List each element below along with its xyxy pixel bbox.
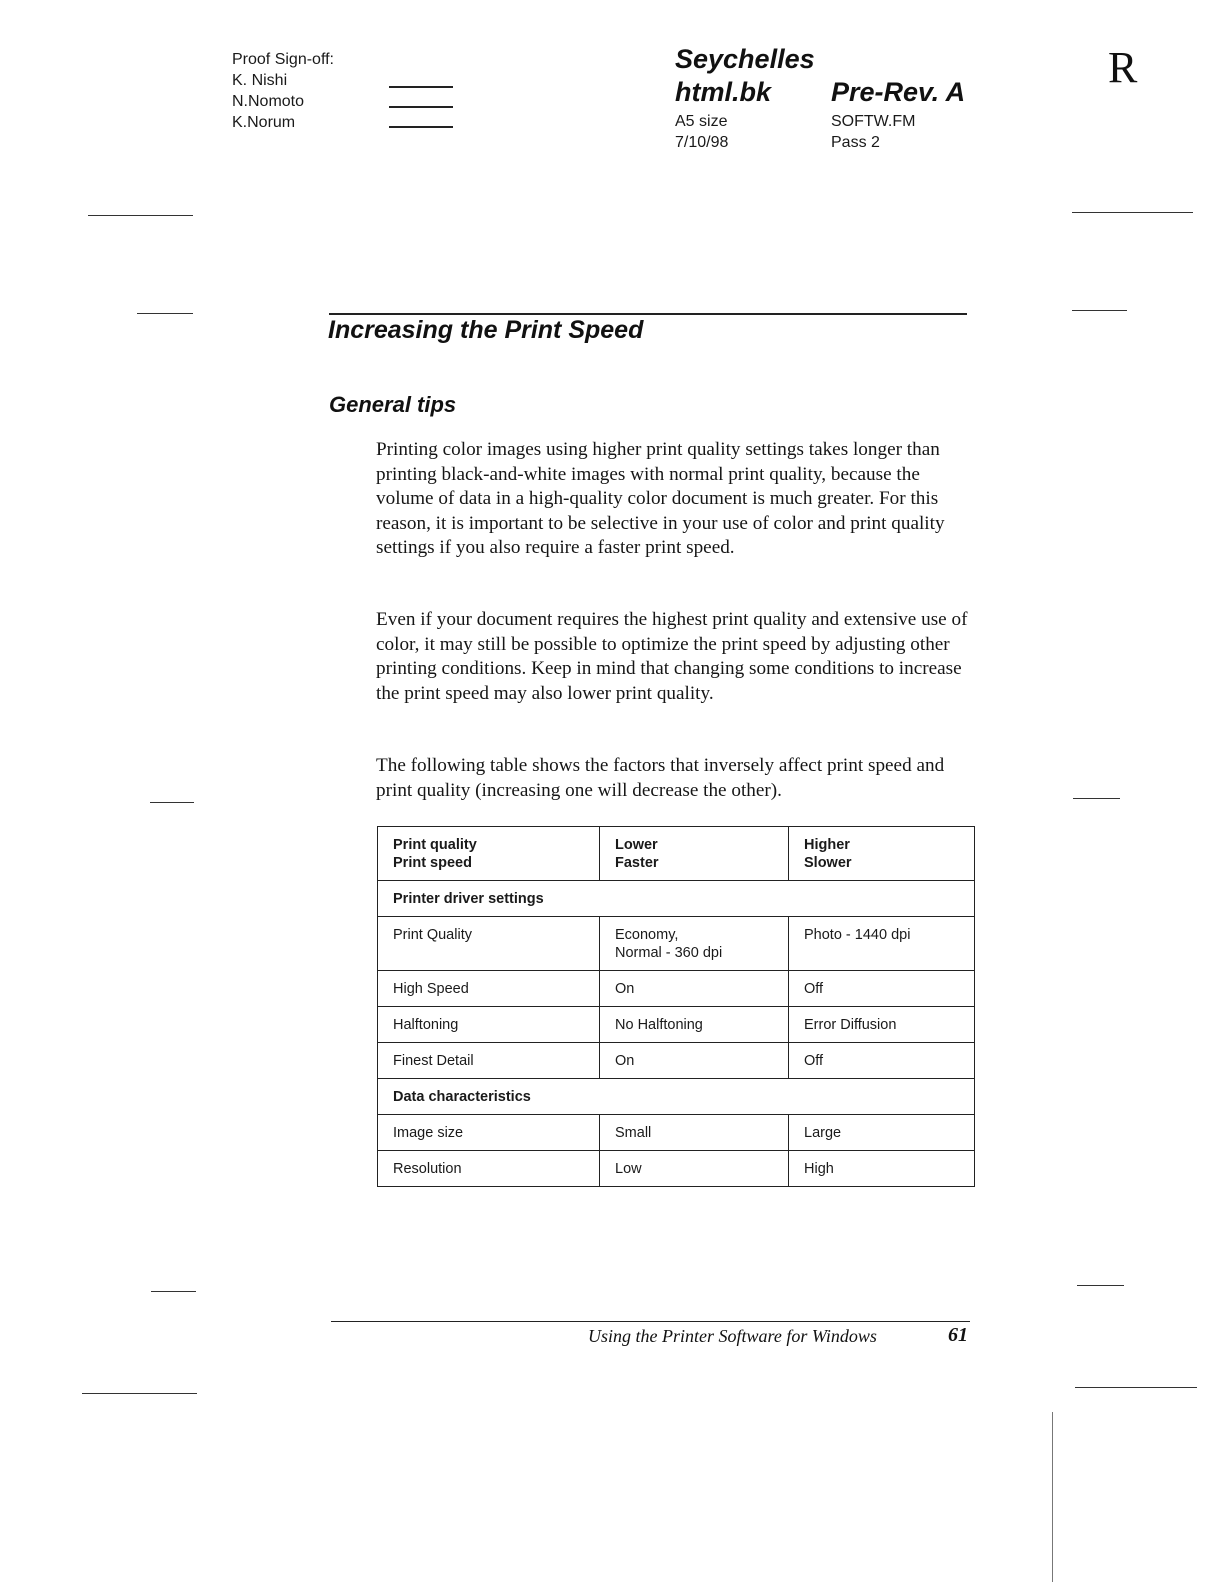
paragraph: Printing color images using higher print quality settings takes longer than printing black-and-white images with normal print quality, because the volume of data in a high-quality color document is much greater. For this reason, it is important to be selective in your use of color and print quality settings if you also require a faster print speed. bbox=[376, 439, 945, 559]
proof-date: 7/10/98 bbox=[675, 134, 729, 151]
section-subtitle: General tips bbox=[329, 392, 457, 417]
table-section-row bbox=[378, 1079, 975, 1115]
table-row bbox=[378, 1043, 975, 1079]
table-cell: Off bbox=[789, 1043, 975, 1079]
proof-signoff bbox=[232, 49, 334, 133]
table-cell: Economy, Normal - 360 dpi bbox=[600, 917, 789, 971]
crop-mark bbox=[82, 1393, 197, 1394]
table-row bbox=[378, 971, 975, 1007]
proof-label: Proof Sign-off: bbox=[232, 51, 334, 68]
footer-chapter: Using the Printer Software for Windows bbox=[588, 1326, 877, 1346]
table-row bbox=[378, 1115, 975, 1151]
crop-mark bbox=[1052, 1412, 1053, 1582]
crop-mark bbox=[1072, 310, 1127, 311]
table-cell: Low bbox=[600, 1151, 789, 1187]
table-section-row bbox=[378, 881, 975, 917]
signature-line bbox=[389, 126, 453, 128]
section-title: Increasing the Print Speed bbox=[328, 316, 644, 344]
signer-name: K. Nishi bbox=[232, 72, 288, 89]
table-cell: Halftoning bbox=[378, 1007, 600, 1043]
crop-mark bbox=[1072, 212, 1193, 213]
page-size: A5 size bbox=[675, 113, 728, 130]
table-cell: High Speed bbox=[378, 971, 600, 1007]
table-row bbox=[378, 1151, 975, 1187]
crop-mark bbox=[88, 215, 193, 216]
table-header-cell: Higher Slower bbox=[789, 827, 975, 881]
signature-line bbox=[389, 86, 453, 88]
corner-mark: R bbox=[1108, 43, 1138, 92]
book-title: Seychelles bbox=[675, 44, 815, 74]
signer-name: N.Nomoto bbox=[232, 93, 305, 110]
signer-name: K.Norum bbox=[232, 114, 296, 131]
speed-quality-table bbox=[377, 826, 975, 1187]
proof-pass: Pass 2 bbox=[831, 134, 880, 151]
signature-line bbox=[389, 106, 453, 108]
paragraph: Even if your document requires the highest print quality and extensive use of color, it may still be possible to optimize the print speed by adjusting other printing conditions. Keep in mind that changing some conditions to increase the print speed may also lower print quality. bbox=[376, 609, 968, 704]
crop-mark bbox=[1075, 1387, 1197, 1388]
crop-mark bbox=[1077, 1285, 1124, 1286]
table-cell: Photo - 1440 dpi bbox=[789, 917, 975, 971]
table-header-cell: Lower Faster bbox=[600, 827, 789, 881]
table-cell: No Halftoning bbox=[600, 1007, 789, 1043]
heading-rule bbox=[329, 313, 967, 315]
table-cell: Print Quality bbox=[378, 917, 600, 971]
table-section-label: Data characteristics bbox=[378, 1079, 975, 1115]
table-cell: Error Diffusion bbox=[789, 1007, 975, 1043]
revision-label: Pre-Rev. A bbox=[831, 77, 966, 107]
page-number: 61 bbox=[948, 1324, 968, 1346]
table-cell: Finest Detail bbox=[378, 1043, 600, 1079]
crop-mark bbox=[150, 802, 194, 803]
table-row bbox=[378, 917, 975, 971]
table-cell: High bbox=[789, 1151, 975, 1187]
table-cell: On bbox=[600, 971, 789, 1007]
table-header-row bbox=[378, 827, 975, 881]
crop-mark bbox=[1073, 798, 1120, 799]
frame-file: SOFTW.FM bbox=[831, 113, 916, 130]
table-cell: Large bbox=[789, 1115, 975, 1151]
crop-mark bbox=[137, 313, 193, 314]
book-file: html.bk bbox=[675, 77, 772, 107]
table-cell: Resolution bbox=[378, 1151, 600, 1187]
table-section-label: Printer driver settings bbox=[378, 881, 975, 917]
table-row bbox=[378, 1007, 975, 1043]
table-cell: Small bbox=[600, 1115, 789, 1151]
crop-mark bbox=[151, 1291, 196, 1292]
paragraph: The following table shows the factors that inversely affect print speed and print quality (increasing one will decrease the other). bbox=[376, 755, 945, 801]
table-header-cell: Print quality Print speed bbox=[378, 827, 600, 881]
table-cell: Off bbox=[789, 971, 975, 1007]
footer-rule bbox=[331, 1321, 970, 1322]
table-cell: On bbox=[600, 1043, 789, 1079]
table-cell: Image size bbox=[378, 1115, 600, 1151]
